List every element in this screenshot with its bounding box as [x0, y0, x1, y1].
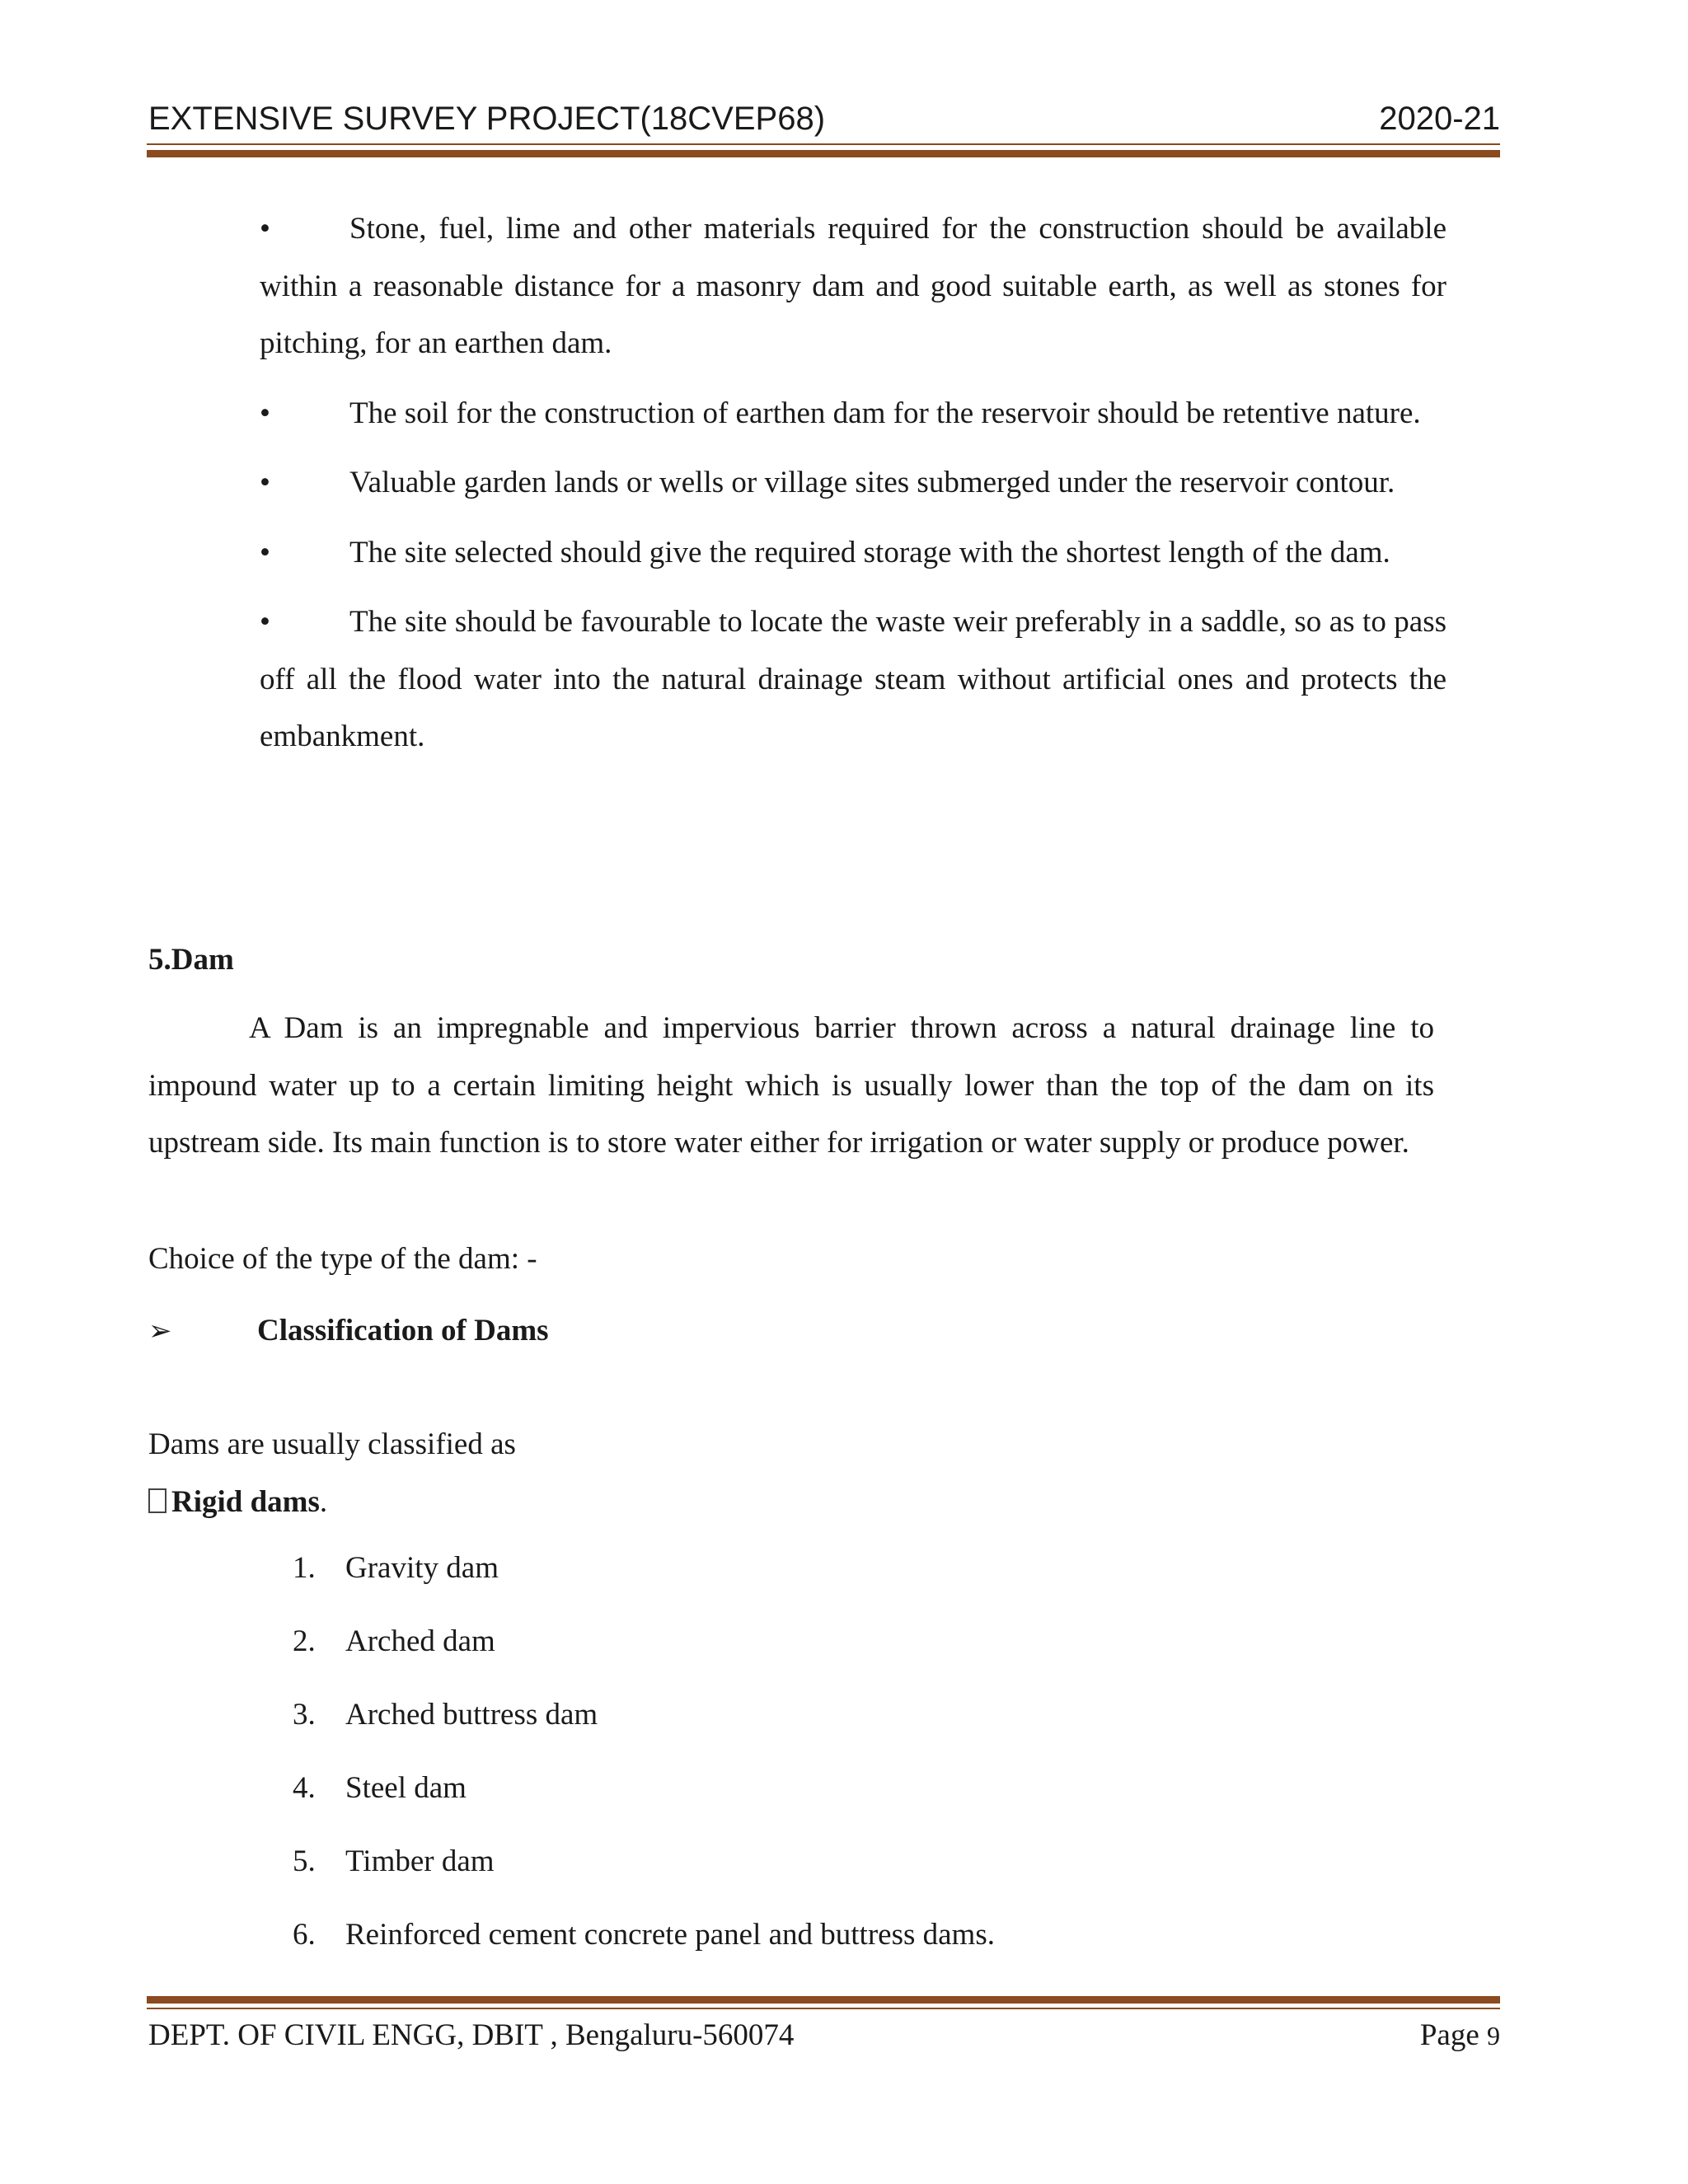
bullet-list: [260, 200, 1447, 778]
choice-line: Choice of the type of the dam: -: [148, 1242, 537, 1276]
classification-heading: [148, 1302, 890, 1361]
page-number: 9: [1487, 2021, 1500, 2050]
list-number: 4.: [293, 1771, 316, 1805]
classified-intro: Dams are usually classified as: [148, 1427, 516, 1461]
bullet-text: Valuable garden lands or wells or village sites submerged under the reservoir contour.: [349, 466, 1395, 499]
footer-page: [1420, 2018, 1500, 2053]
list-item: [260, 454, 1447, 512]
rigid-dams-suffix: .: [319, 1485, 328, 1519]
bullet-symbol: •: [260, 605, 270, 639]
dam-paragraph-text: A Dam is an impregnable and impervious barrier thrown across a natural drainage line to impound water up to a certain limiting height which is usually lower than the top of the dam on its upstream side. Its main function is to store water either for irrigation or water supply or produce power.: [148, 1011, 1434, 1160]
list-text: Gravity dam: [345, 1551, 499, 1585]
section-heading: 5.Dam: [148, 943, 234, 977]
list-item: [293, 1825, 995, 1898]
bullet-symbol: •: [260, 396, 270, 430]
list-item: [293, 1605, 995, 1678]
footer-dept: DEPT. OF CIVIL ENGG, DBIT , Bengaluru-560074: [148, 2018, 795, 2052]
list-item: [260, 385, 1447, 443]
arrow-bullet-icon: ➢: [148, 1315, 172, 1347]
list-text: Steel dam: [345, 1771, 467, 1805]
list-item: [293, 1898, 995, 1971]
bullet-symbol: •: [260, 212, 270, 246]
list-text: Reinforced cement concrete panel and buttress dams.: [345, 1918, 995, 1952]
missing-glyph-box-icon: [148, 1488, 166, 1513]
bullet-text: The soil for the construction of earthen dam for the reservoir should be retentive nature.: [349, 396, 1421, 430]
list-item: [260, 593, 1447, 766]
list-item: [293, 1531, 995, 1605]
header-title: EXTENSIVE SURVEY PROJECT(18CVEP68): [148, 101, 826, 137]
list-item: [293, 1751, 995, 1825]
header-rule-thick: [147, 150, 1500, 157]
rigid-dams-list: [293, 1531, 995, 1971]
bullet-text: The site should be favourable to locate the waste weir preferably in a saddle, so as to pass off all the flood water into the natural drainage steam without artificial ones and protects the embankment.: [260, 605, 1447, 753]
rigid-dams-text: Rigid dams: [171, 1485, 320, 1519]
page-label: Page: [1419, 2018, 1479, 2052]
footer-rule-thick: [147, 1996, 1500, 2004]
list-number: 3.: [293, 1698, 316, 1732]
list-text: Arched dam: [345, 1624, 495, 1658]
list-number: 1.: [293, 1551, 316, 1585]
list-item: [260, 200, 1447, 373]
list-number: 2.: [293, 1624, 316, 1658]
header-year: 2020-21: [1379, 101, 1500, 137]
list-number: 6.: [293, 1918, 316, 1952]
bullet-text: Stone, fuel, lime and other materials required for the construction should be available within a reasonable distance for a masonry dam and good suitable earth, as well as stones for pitching, for an earthen dam.: [260, 212, 1447, 360]
bullet-symbol: •: [260, 535, 270, 569]
footer-rule-thin: [147, 2008, 1500, 2009]
list-item: [260, 524, 1447, 582]
rigid-dams-label: [148, 1474, 327, 1531]
list-item: [293, 1678, 995, 1751]
list-text: Arched buttress dam: [345, 1698, 598, 1732]
header-rule-thin: [147, 143, 1500, 145]
bullet-symbol: •: [260, 466, 270, 499]
bullet-text: The site selected should give the required storage with the shortest length of the dam.: [349, 535, 1390, 569]
list-number: 5.: [293, 1844, 316, 1878]
dam-paragraph: [148, 1000, 1434, 1172]
list-text: Timber dam: [345, 1844, 495, 1878]
classification-heading-text: Classification of Dams: [257, 1314, 549, 1347]
